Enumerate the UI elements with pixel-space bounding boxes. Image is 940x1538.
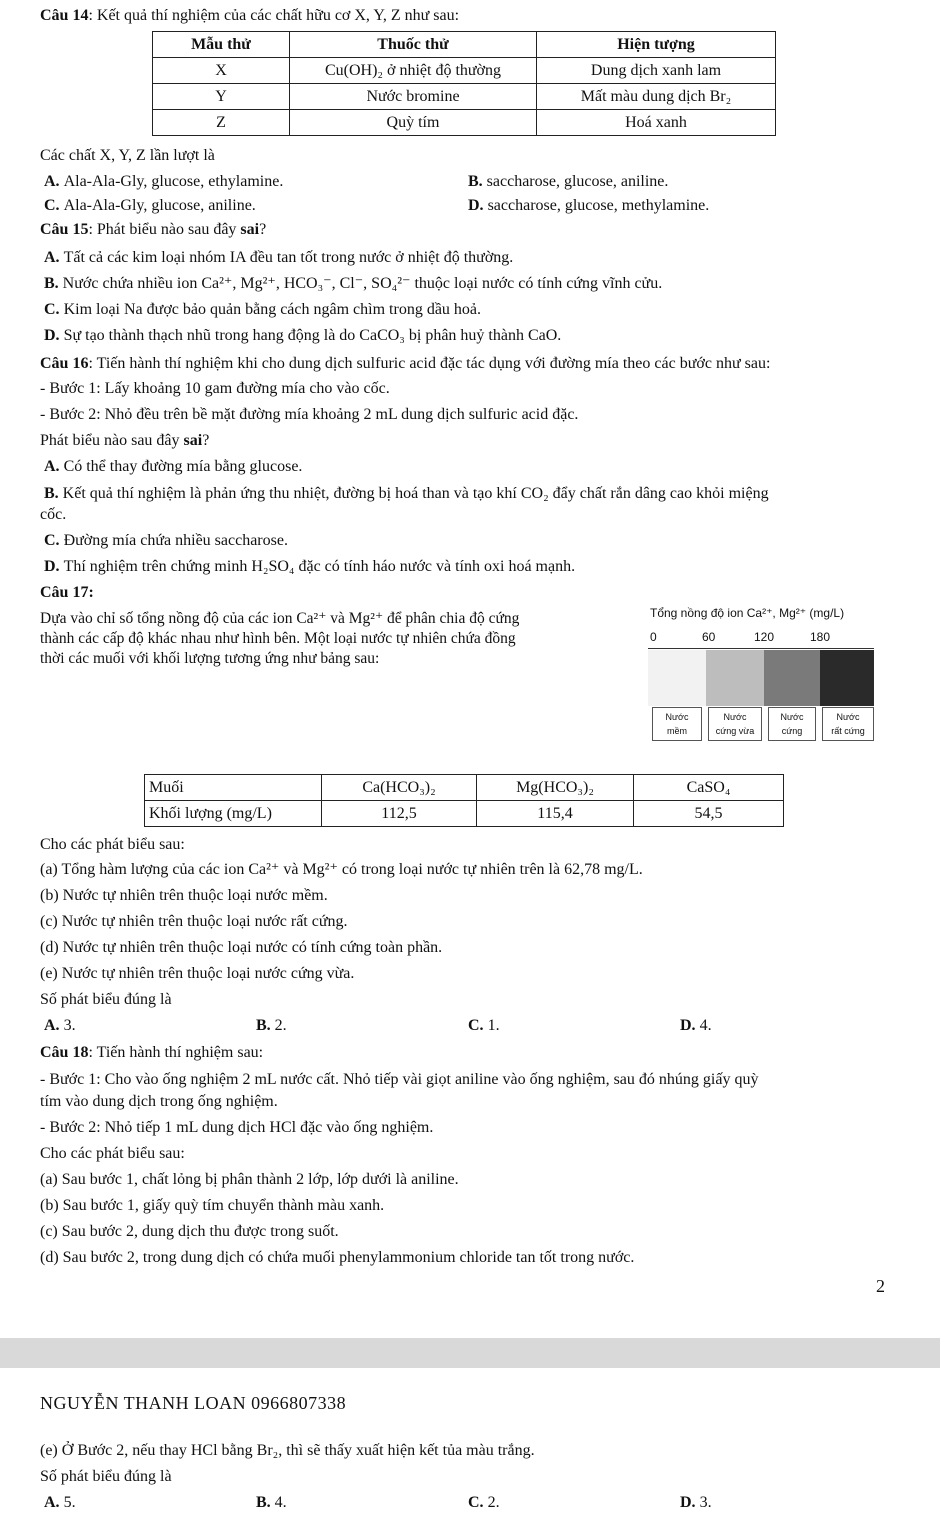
scale-axis xyxy=(648,648,874,649)
q17-statement-e: (e) Nước tự nhiên trên thuộc loại nước cứng vừa. xyxy=(40,965,355,982)
q18-intro: Cho các phát biểu sau: xyxy=(40,1145,185,1162)
q18-stem: Câu 18: Tiến hành thí nghiệm sau: xyxy=(40,1044,264,1061)
scale-tick: 60 xyxy=(702,630,716,644)
table-row: Khối lượng (mg/L) 112,5 115,4 54,5 xyxy=(145,801,784,827)
q17-option-a[interactable]: A. 3. xyxy=(44,1017,76,1034)
q17-option-c[interactable]: C. 1. xyxy=(468,1017,500,1034)
q17-label: Câu 17: xyxy=(40,584,94,601)
q18-step1: - Bước 1: Cho vào ống nghiệm 2 mL nước cất. Nhỏ tiếp vài giọt aniline vào ống nghiệm, sau đó nhúng giấy quỳ xyxy=(40,1071,759,1088)
table-row: Muối Ca(HCO₃)₂ Mg(HCO₃)₂ CaSO₄ xyxy=(145,775,784,801)
q18-statement-c: (c) Sau bước 2, dung dịch thu được trong suốt. xyxy=(40,1223,339,1240)
q17-statement-a: (a) Tổng hàm lượng của các ion Ca²⁺ và Mg²⁺ có trong loại nước tự nhiên trên là 62,78 mg/L. xyxy=(40,861,643,878)
q17-statement-d: (d) Nước tự nhiên trên thuộc loại nước có tính cứng toàn phần. xyxy=(40,939,443,956)
q18-step1-cont: tím vào dung dịch trong ống nghiệm. xyxy=(40,1093,278,1110)
scale-label-soft: Nước mềm xyxy=(652,707,702,741)
q17-paragraph-3: thời các muối với khối lượng tương ứng như bảng sau: xyxy=(40,650,380,667)
page-separator xyxy=(0,1338,940,1368)
q16-stem: Câu 16: Tiến hành thí nghiệm khi cho dung dịch sulfuric acid đặc tác dụng với đường mía theo các bước như sau: xyxy=(40,355,771,372)
scale-label-very-hard: Nước rất cứng xyxy=(822,707,874,741)
scale-tick: 180 xyxy=(810,630,831,644)
table-row: Y Nước bromine Mất màu dung dịch Br₂ xyxy=(153,84,776,110)
scale-label-hard: Nước cứng xyxy=(768,707,816,741)
q14-prompt: Các chất X, Y, Z lần lượt là xyxy=(40,147,215,164)
page-number: 2 xyxy=(876,1276,885,1296)
q17-paragraph-2: thành các cấp độ khác nhau như hình bên. Một loại nước tự nhiên chứa đồng xyxy=(40,630,516,647)
scale-title: Tổng nồng độ ion Ca²⁺, Mg²⁺ (mg/L) xyxy=(650,606,845,620)
q14-option-c[interactable]: C. Ala-Ala-Gly, glucose, aniline. xyxy=(44,197,256,214)
scale-tick: 120 xyxy=(754,630,775,644)
q16-option-a[interactable]: A. Có thể thay đường mía bằng glucose. xyxy=(44,458,303,475)
q18-option-c[interactable]: C. 2. xyxy=(468,1494,500,1511)
q18-statement-e: (e) Ở Bước 2, nếu thay HCl bằng Br₂, thì sẽ thấy xuất hiện kết tủa màu trắng. xyxy=(40,1442,535,1459)
q17-option-d[interactable]: D. 4. xyxy=(680,1017,712,1034)
page-footer: NGUYỄN THANH LOAN 0966807338 xyxy=(40,1393,347,1413)
q16-step1: - Bước 1: Lấy khoảng 10 gam đường mía cho vào cốc. xyxy=(40,380,390,397)
table-row: Z Quỳ tím Hoá xanh xyxy=(153,110,776,136)
q14-table xyxy=(152,31,776,136)
scale-band-soft xyxy=(648,650,706,706)
q18-option-d[interactable]: D. 3. xyxy=(680,1494,712,1511)
scale-tick: 0 xyxy=(650,630,657,644)
q16-option-c[interactable]: C. Đường mía chứa nhiều saccharose. xyxy=(44,532,288,549)
q14-option-b[interactable]: B. saccharose, glucose, aniline. xyxy=(468,173,669,190)
q17-intro: Cho các phát biểu sau: xyxy=(40,836,185,853)
q17-statement-c: (c) Nước tự nhiên trên thuộc loại nước rất cứng. xyxy=(40,913,348,930)
scale-band-very-hard xyxy=(820,650,874,706)
q18-option-b[interactable]: B. 4. xyxy=(256,1494,287,1511)
q18-statement-a: (a) Sau bước 1, chất lỏng bị phân thành 2 lớp, lớp dưới là aniline. xyxy=(40,1171,459,1188)
q18-option-a[interactable]: A. 5. xyxy=(44,1494,76,1511)
q16-ask: Phát biểu nào sau đây sai? xyxy=(40,432,210,449)
q14-option-a[interactable]: A. Ala-Ala-Gly, glucose, ethylamine. xyxy=(44,173,284,190)
q18-ask: Số phát biểu đúng là xyxy=(40,1468,172,1485)
q15-stem: Câu 15: Phát biểu nào sau đây sai? xyxy=(40,221,267,238)
scale-band-medium xyxy=(706,650,764,706)
q18-statement-b: (b) Sau bước 1, giấy quỳ tím chuyển thành màu xanh. xyxy=(40,1197,385,1214)
q17-ask: Số phát biểu đúng là xyxy=(40,991,172,1008)
q17-statement-b: (b) Nước tự nhiên trên thuộc loại nước mềm. xyxy=(40,887,328,904)
table-row: X Cu(OH)₂ ở nhiệt độ thường Dung dịch xanh lam xyxy=(153,58,776,84)
q17-salt-table xyxy=(144,774,784,827)
q15-option-a[interactable]: A. Tất cả các kim loại nhóm IA đều tan tốt trong nước ở nhiệt độ thường. xyxy=(44,249,514,266)
q16-option-b-cont: cốc. xyxy=(40,506,67,523)
q14-option-d[interactable]: D. saccharose, glucose, methylamine. xyxy=(468,197,710,214)
q18-statement-d: (d) Sau bước 2, trong dung dịch có chứa muối phenylammonium chloride tan tốt trong nước. xyxy=(40,1249,635,1266)
q16-step2: - Bước 2: Nhỏ đều trên bề mặt đường mía khoảng 2 mL dung dịch sulfuric acid đặc. xyxy=(40,406,579,423)
q14-label: Câu 14 xyxy=(40,7,89,24)
q15-option-c[interactable]: C. Kim loại Na được bảo quản bằng cách ngâm chìm trong dầu hoả. xyxy=(44,301,482,318)
q16-option-b[interactable]: B. Kết quả thí nghiệm là phản ứng thu nhiệt, đường bị hoá than và tạo khí CO₂ đẩy chất rắn dâng cao khỏi miệng xyxy=(44,485,769,502)
q14-stem: Câu 14: Kết quả thí nghiệm của các chất hữu cơ X, Y, Z như sau: xyxy=(40,7,460,24)
q16-option-d[interactable]: D. Thí nghiệm trên chứng minh H₂SO₄ đặc có tính háo nước và tính oxi hoá mạnh. xyxy=(44,558,576,575)
scale-band-hard xyxy=(764,650,820,706)
q15-option-d[interactable]: D. Sự tạo thành thạch nhũ trong hang động là do CaCO₃ bị phân huỷ thành CaO. xyxy=(44,327,562,344)
hardness-scale-figure xyxy=(648,606,876,746)
scale-label-medium: Nước cứng vừa xyxy=(708,707,762,741)
q17-option-b[interactable]: B. 2. xyxy=(256,1017,287,1034)
table-row: Mẫu thử Thuốc thử Hiện tượng xyxy=(153,32,776,58)
q18-step2: - Bước 2: Nhỏ tiếp 1 mL dung dịch HCl đặc vào ống nghiệm. xyxy=(40,1119,434,1136)
q17-paragraph-1: Dựa vào chỉ số tổng nồng độ của các ion Ca²⁺ và Mg²⁺ để phân chia độ cứng xyxy=(40,610,520,627)
q15-option-b[interactable]: B. Nước chứa nhiều ion Ca²⁺, Mg²⁺, HCO₃⁻, Cl⁻, SO₄²⁻ thuộc loại nước có tính cứng vĩnh cửu. xyxy=(44,275,663,292)
